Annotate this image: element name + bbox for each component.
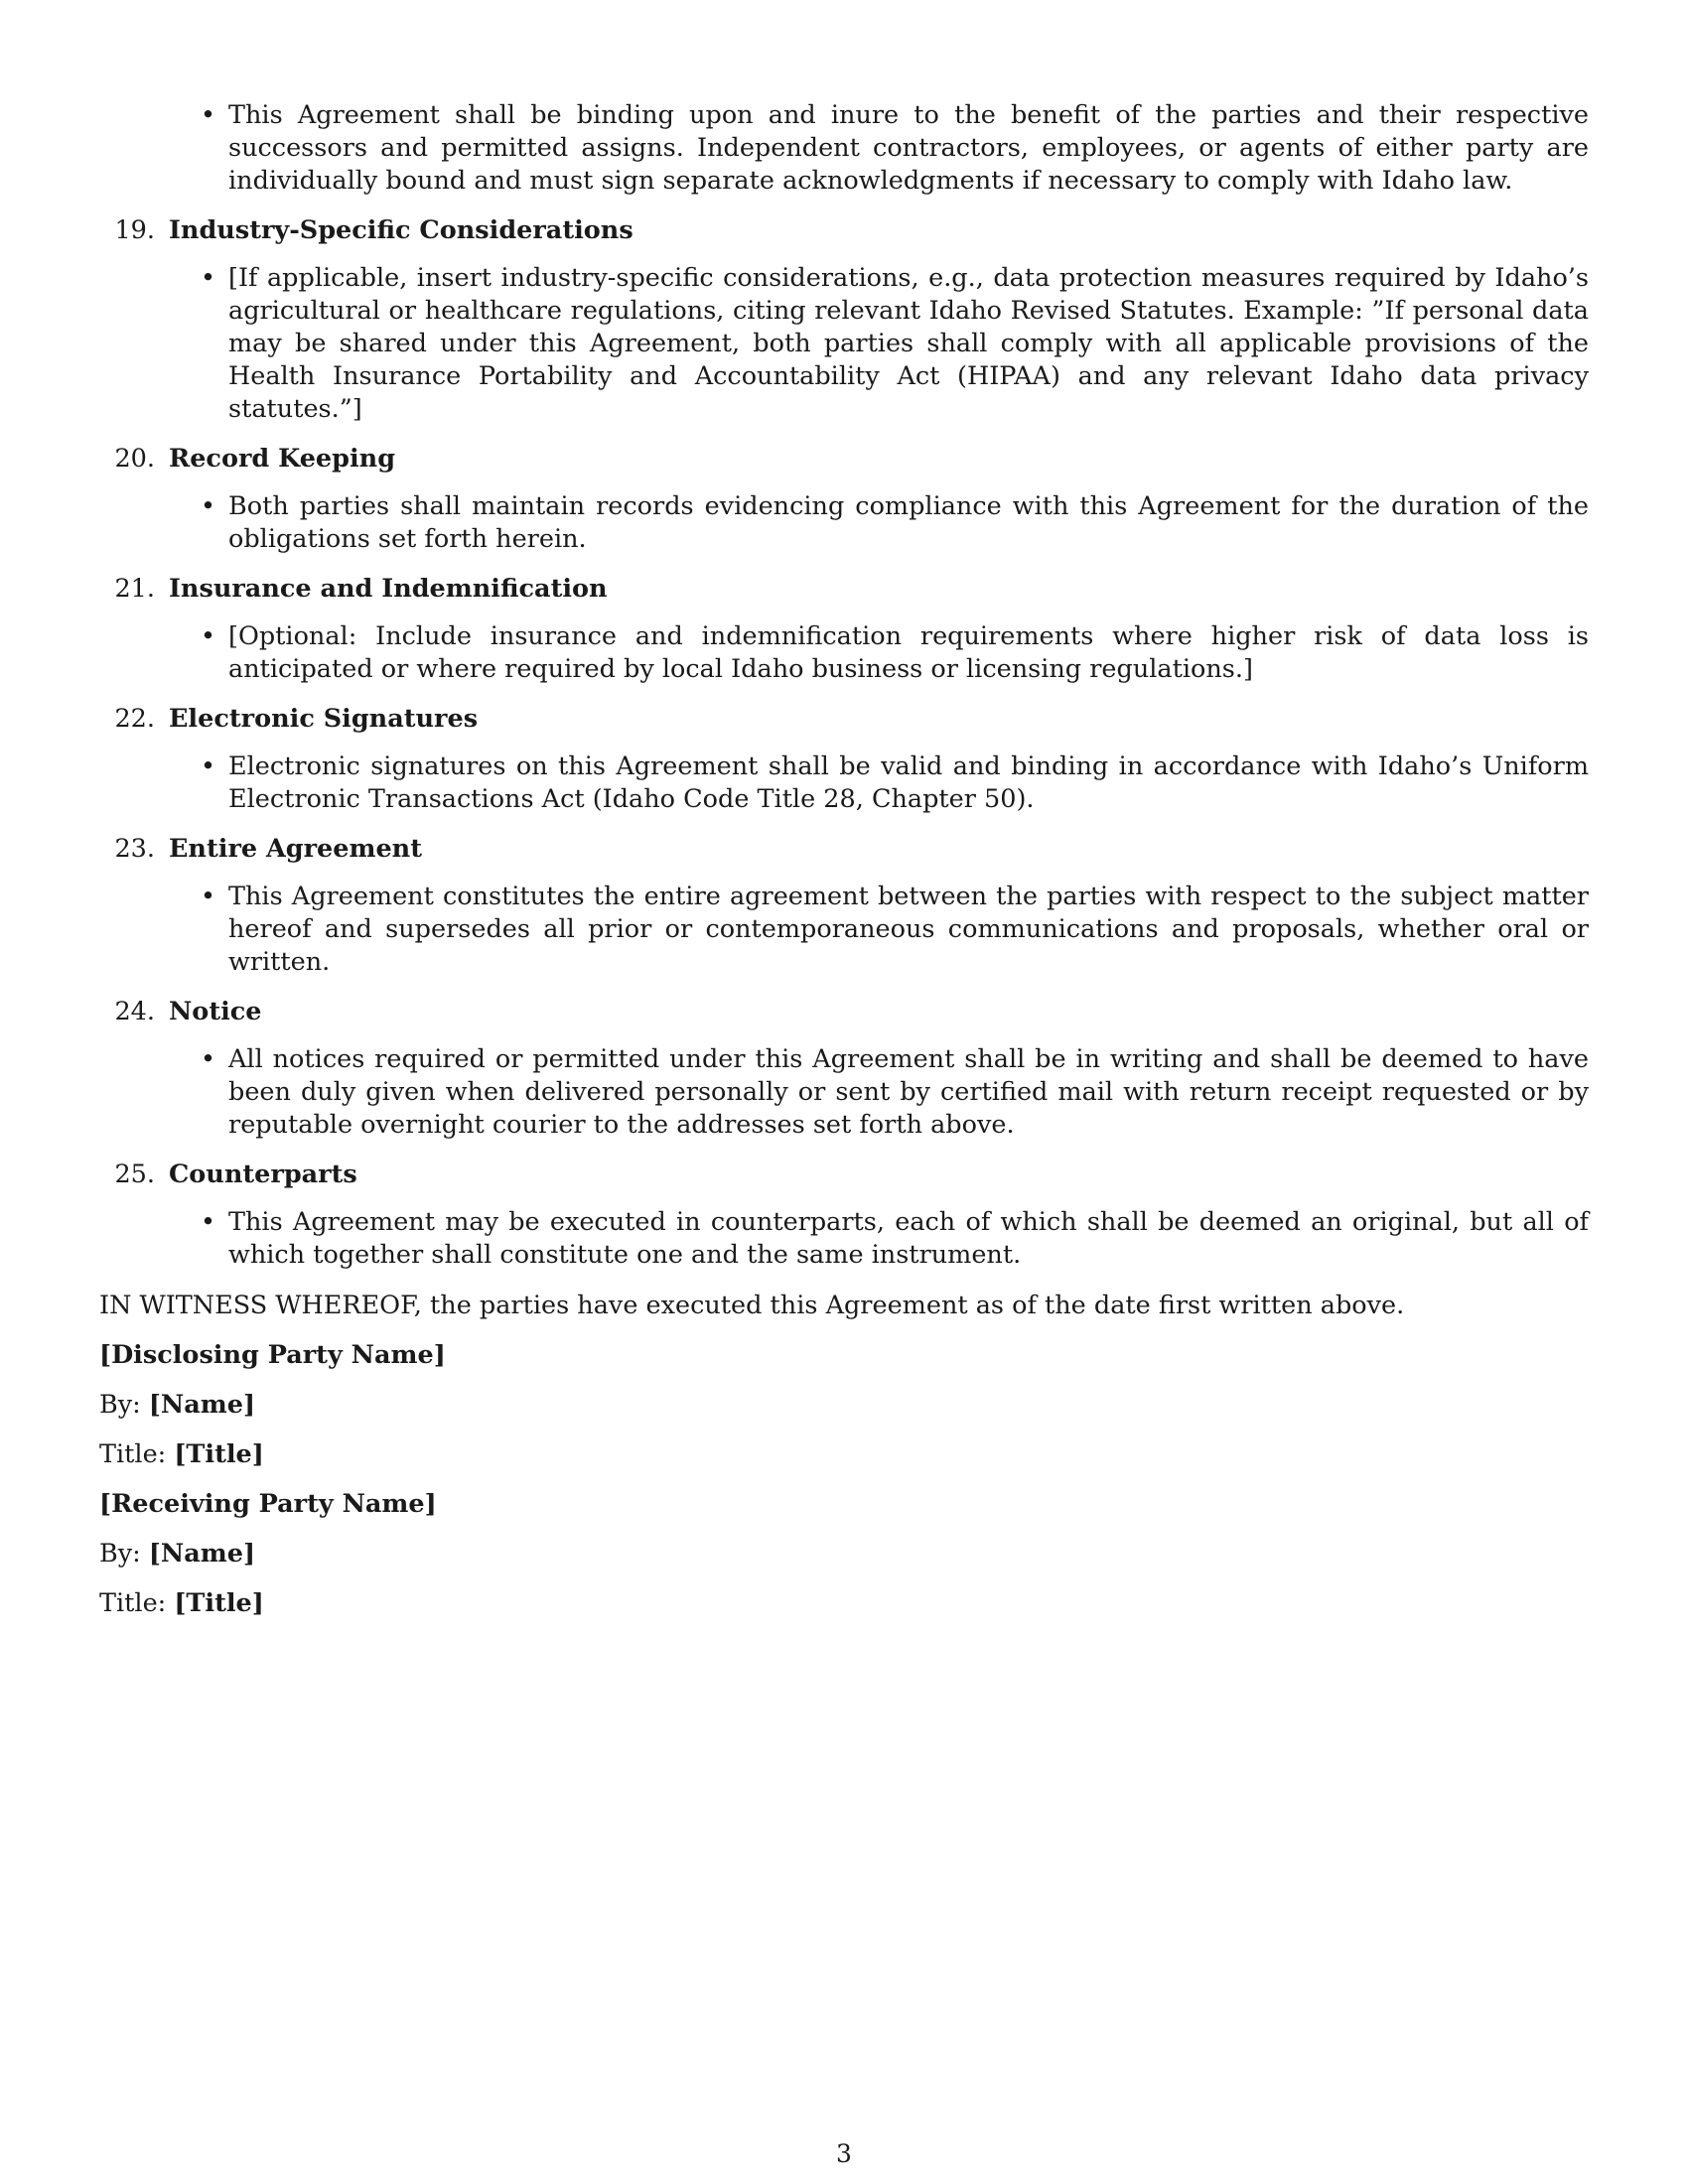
section-heading — [99, 442, 1589, 476]
bullet-icon: • — [201, 1044, 216, 1074]
section-bullet-text: Electronic signatures on this Agreement shall be valid and binding in accordance with Idaho’s Uniform Electronic Transactions Act (Idaho Code Title 28, Chapter 50). — [228, 751, 1589, 814]
bullet-icon: • — [201, 751, 216, 781]
title-label: Title: — [99, 1439, 167, 1469]
document-page — [99, 99, 1589, 1620]
section-number: 24. — [114, 997, 155, 1026]
section-number: 25. — [114, 1160, 155, 1189]
bullet-icon: • — [201, 263, 216, 293]
bullet-icon: • — [201, 100, 216, 130]
bullet-icon: • — [201, 621, 216, 651]
section-bullet-text: [If applicable, insert industry-specific considerations, e.g., data protection measures required by Idaho’s agricultural or healthcare regulations, citing relevant Idaho Revised Statutes. Example: ”If personal data may be shared under this Agreement, both parties shall comply with all applicable provisions of the Health Insurance Portability and Accountability Act (HIPAA) and any relevant Idaho data privacy statutes.”] — [228, 263, 1589, 424]
section-title: Insurance and Indemnification — [169, 574, 608, 604]
section-number: 21. — [114, 574, 155, 604]
section-bullet-text: All notices required or permitted under this Agreement shall be in writing and shall be deemed to have been duly given when delivered personally or sent by certified mail with return receipt requested or by reputable overnight courier to the addresses set forth above. — [228, 1044, 1589, 1140]
section-bullet-text: [Optional: Include insurance and indemnification requirements where higher risk of data loss is anticipated or where required by local Idaho business or licensing regulations.] — [228, 621, 1589, 684]
section-bullet-item — [99, 881, 1589, 979]
section-bullet-item — [99, 1206, 1589, 1272]
section-number: 23. — [114, 834, 155, 864]
section-heading — [99, 832, 1589, 866]
page-number: 3 — [836, 2139, 852, 2168]
section-25 — [99, 1158, 1589, 1272]
receiving-by-line — [99, 1537, 1589, 1570]
section-20 — [99, 442, 1589, 556]
section-bullet-text: Both parties shall maintain records evidencing compliance with this Agreement for the duration of the obligations set forth herein. — [228, 491, 1589, 554]
signer-name-placeholder: [Name] — [148, 1390, 256, 1420]
by-label: By: — [99, 1539, 141, 1569]
section-bullet-item — [99, 751, 1589, 816]
disclosing-by-line — [99, 1388, 1589, 1422]
section-heading — [99, 1158, 1589, 1191]
section-title: Entire Agreement — [169, 834, 422, 864]
by-label: By: — [99, 1390, 141, 1420]
section-title: Industry-Specific Considerations — [169, 215, 633, 245]
section-24 — [99, 995, 1589, 1142]
section-title: Electronic Signatures — [169, 704, 479, 734]
section-title: Notice — [169, 997, 262, 1026]
section-bullet-text: This Agreement may be executed in counterparts, each of which shall be deemed an original, but all of which together shall constitute one and the same instrument. — [228, 1207, 1589, 1270]
section-number: 22. — [114, 704, 155, 734]
receiving-party-name — [99, 1487, 1589, 1521]
section-title: Record Keeping — [169, 444, 396, 474]
bullet-icon: • — [201, 1207, 216, 1237]
intro-bullet-item — [99, 99, 1589, 198]
section-23 — [99, 832, 1589, 979]
section-bullet-item — [99, 1043, 1589, 1142]
section-heading — [99, 213, 1589, 247]
signer-title-placeholder: [Title] — [174, 1588, 264, 1618]
section-bullet-item — [99, 620, 1589, 686]
party-name-placeholder: [Receiving Party Name] — [99, 1489, 437, 1519]
section-title: Counterparts — [169, 1160, 357, 1189]
section-21 — [99, 572, 1589, 686]
signer-name-placeholder: [Name] — [148, 1539, 256, 1569]
signer-title-placeholder: [Title] — [174, 1439, 264, 1469]
section-22 — [99, 702, 1589, 816]
section-heading — [99, 572, 1589, 606]
disclosing-title-line — [99, 1437, 1589, 1471]
bullet-icon: • — [201, 882, 216, 911]
section-bullet-item — [99, 490, 1589, 556]
intro-bullet-text: This Agreement shall be binding upon and inure to the benefit of the parties and their respective successors and permitted assigns. Independent contractors, employees, or agents of either party are individually bound and must sign separate acknowledgments if necessary to comply with Idaho law. — [228, 100, 1589, 196]
party-name-placeholder: [Disclosing Party Name] — [99, 1340, 446, 1370]
bullet-icon: • — [201, 491, 216, 521]
section-19 — [99, 213, 1589, 426]
receiving-title-line — [99, 1586, 1589, 1620]
title-label: Title: — [99, 1588, 167, 1618]
section-heading — [99, 702, 1589, 736]
disclosing-party-name — [99, 1338, 1589, 1372]
section-heading — [99, 995, 1589, 1028]
section-number: 19. — [114, 215, 155, 245]
section-bullet-item — [99, 262, 1589, 426]
section-number: 20. — [114, 444, 155, 474]
section-bullet-text: This Agreement constitutes the entire agreement between the parties with respect to the subject matter hereof and supersedes all prior or contemporaneous communications and proposals, whether oral or written. — [228, 882, 1589, 977]
witness-statement: IN WITNESS WHEREOF, the parties have executed this Agreement as of the date first written above. — [99, 1291, 1405, 1320]
